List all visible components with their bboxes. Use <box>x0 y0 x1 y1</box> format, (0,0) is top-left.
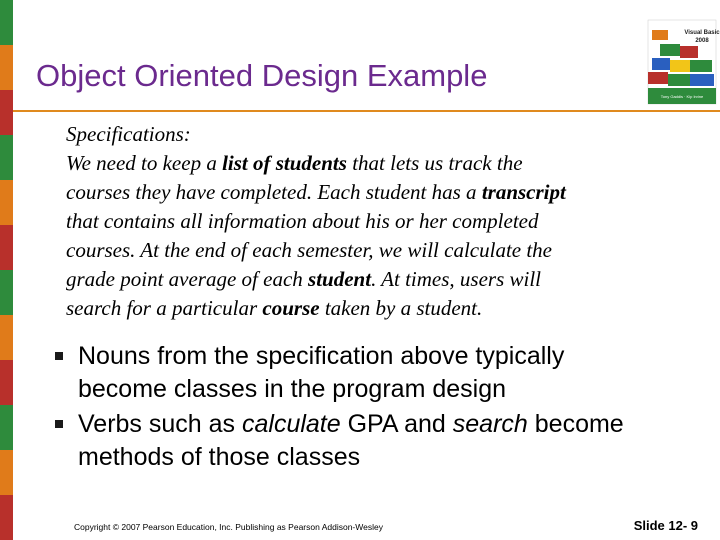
stripe-segment <box>0 45 13 90</box>
spec-line <box>66 294 666 323</box>
logo-title-line-2: 2008 <box>695 38 709 44</box>
text-run: methods of those classes <box>78 443 361 471</box>
spec-line <box>66 149 666 178</box>
text-run: become <box>527 410 624 438</box>
logo-title-line-1: Visual Basic <box>684 30 720 36</box>
spec-line <box>66 207 666 236</box>
stripe-segment <box>0 270 13 315</box>
spec-line <box>66 265 666 294</box>
stripe-segment <box>0 180 13 225</box>
spec-line <box>66 236 666 265</box>
text-run: calculate <box>241 410 341 438</box>
stripe-segment <box>0 360 13 405</box>
text-run: transcript <box>481 180 566 204</box>
bullet-list <box>50 340 710 476</box>
spec-heading: Specifications: <box>66 122 191 146</box>
stripe-segment <box>0 0 13 45</box>
text-run: courses. At the end of each semester, we will calculate the <box>66 238 553 262</box>
text-run: grade point average of each <box>66 267 309 291</box>
square-bullet-icon <box>55 420 63 428</box>
text-run: that contains all information about his or her completed <box>66 209 539 233</box>
stripe-segment <box>0 495 13 540</box>
text-run: We need to keep a <box>66 151 223 175</box>
specification-block <box>66 120 666 323</box>
text-run: GPA and <box>340 410 453 438</box>
bullet-line <box>78 340 710 373</box>
slide-number: Slide 12- 9 <box>633 518 698 533</box>
bullet-line <box>78 441 710 474</box>
text-run: course <box>262 296 320 320</box>
bullet-line <box>78 408 710 441</box>
text-run: list of students <box>222 151 347 175</box>
text-run: courses they have completed. Each student has a <box>66 180 482 204</box>
text-run: Verbs such as <box>78 410 242 438</box>
text-run: search <box>452 410 528 438</box>
slide-title: Object Oriented Design Example <box>36 58 488 93</box>
square-bullet-icon <box>55 352 63 360</box>
stripe-segment <box>0 135 13 180</box>
text-run: Nouns from the specification above typically <box>78 342 565 370</box>
copyright-footer: Copyright © 2007 Pearson Education, Inc. Publishing as Pearson Addison-Wesley <box>74 522 383 532</box>
spec-line <box>66 178 666 207</box>
logo-tagline: Tony Gaddis · Kip Irvine <box>660 94 704 99</box>
text-run: that lets us track the <box>346 151 523 175</box>
stripe-segment <box>0 90 13 135</box>
bullet-item <box>50 340 710 406</box>
stripe-segment <box>0 405 13 450</box>
text-run: search for a particular <box>66 296 263 320</box>
text-run: become classes in the program design <box>78 375 507 403</box>
book-cover-logo <box>648 20 720 104</box>
text-run: taken by a student. <box>319 296 483 320</box>
bullet-item <box>50 408 710 474</box>
stripe-segment <box>0 450 13 495</box>
stripe-segment <box>0 225 13 270</box>
text-run: . At times, users will <box>371 267 542 291</box>
left-color-stripe <box>0 0 13 540</box>
stripe-segment <box>0 315 13 360</box>
text-run: student <box>308 267 372 291</box>
title-divider <box>13 110 720 112</box>
bullet-line <box>78 373 710 406</box>
